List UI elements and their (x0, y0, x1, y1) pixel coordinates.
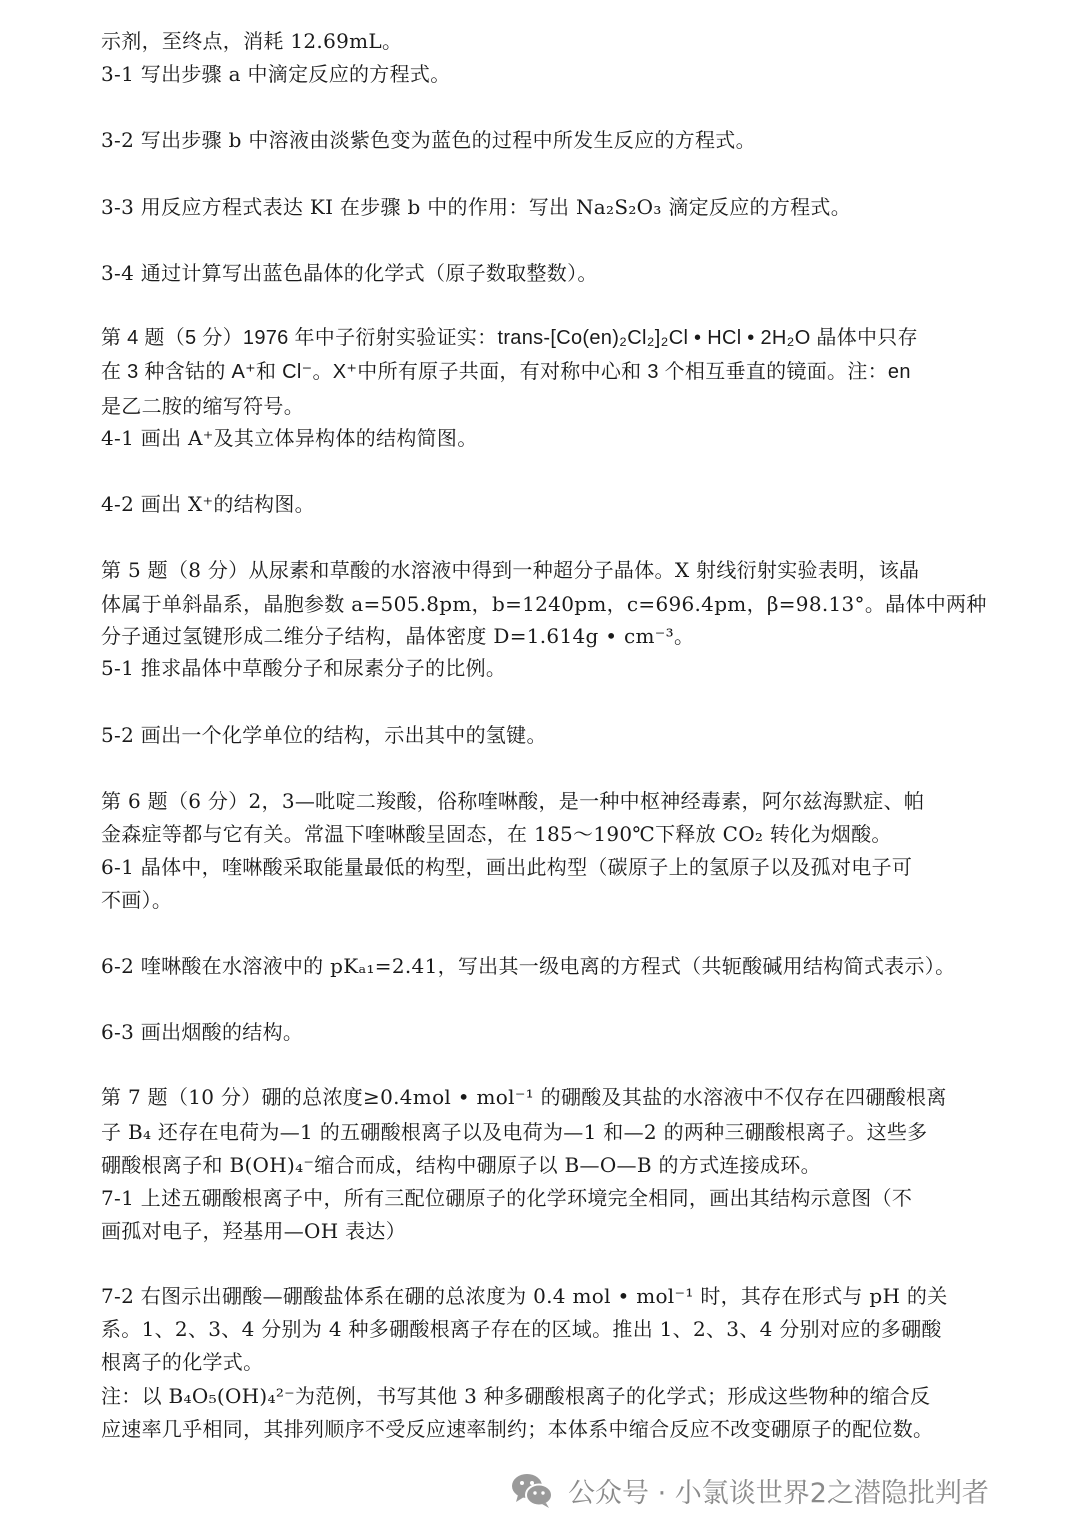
question-6-1-line-1: 6-1 晶体中，喹啉酸采取能量最低的构型，画出此构型（碳原子上的氢原子以及孤对电子可 (101, 855, 913, 879)
problem-5-line-1: 第 5 题（8 分）从尿素和草酸的水溶液中得到一种超分子晶体。X 射线衍射实验表明，该晶 (101, 558, 920, 582)
problem-4-line-2: 在 3 种含钴的 A⁺和 Cl⁻。X⁺中所有原子共面，有对称中心和 3 个相互垂直的镜面。注：en (101, 361, 911, 383)
question-6-1-line-2: 不画）。 (101, 888, 173, 912)
wechat-icon (510, 1470, 554, 1510)
problem-4-line-3: 是乙二胺的缩写符号。 (101, 394, 304, 418)
note-line-2: 应速率几乎相同，其排列顺序不受反应速率制约；本体系中缩合反应不改变硼原子的配位数。 (101, 1417, 934, 1441)
question-5-2: 5-2 画出一个化学单位的结构，示出其中的氢键。 (101, 723, 547, 747)
question-6-2: 6-2 喹啉酸在水溶液中的 pKₐ₁=2.41，写出其一级电离的方程式（共轭酸碱用结构简式表示）。 (101, 954, 956, 978)
watermark-footer (510, 1460, 989, 1520)
question-7-1-line-2: 画孤对电子，羟基用—OH 表达） (101, 1219, 406, 1243)
question-3-3: 3-3 用反应方程式表达 KI 在步骤 b 中的作用：写出 Na₂S₂O₃ 滴定反应的方程式。 (101, 195, 852, 219)
watermark-text: 公众号 · 小氯谈世界2之潜隐批判者 (568, 1477, 989, 1509)
problem-7-line-1: 第 7 题（10 分）硼的总浓度≥0.4mol • mol⁻¹ 的硼酸及其盐的水溶液中不仅存在四硼酸根离 (101, 1085, 947, 1109)
question-5-1: 5-1 推求晶体中草酸分子和尿素分子的比例。 (101, 656, 507, 680)
question-4-2: 4-2 画出 X⁺的结构图。 (101, 492, 315, 516)
problem-7-line-3: 硼酸根离子和 B(OH)₄⁻缩合而成，结构中硼原子以 B—O—B 的方式连接成环。 (101, 1153, 821, 1177)
question-3-4: 3-4 通过计算写出蓝色晶体的化学式（原子数取整数）。 (101, 261, 598, 285)
question-7-2-line-2: 系。1、2、3、4 分别为 4 种多硼酸根离子存在的区域。推出 1、2、3、4 分别对应的多硼酸 (101, 1317, 942, 1341)
question-6-3: 6-3 画出烟酸的结构。 (101, 1020, 304, 1044)
problem-6-line-2: 金森症等都与它有关。常温下喹啉酸呈固态，在 185～190℃下释放 CO₂ 转化为烟酸。 (101, 822, 892, 846)
problem-7-line-2: 子 B₄ 还存在电荷为—1 的五硼酸根离子以及电荷为—1 和—2 的两种三硼酸根离子。这些多 (101, 1120, 928, 1144)
question-7-2-line-1: 7-2 右图示出硼酸—硼酸盐体系在硼的总浓度为 0.4 mol • mol⁻¹ 时，其存在形式与 pH 的关 (101, 1284, 948, 1308)
question-3-1: 3-1 写出步骤 a 中滴定反应的方程式。 (101, 62, 451, 86)
question-7-2-line-3: 根离子的化学式。 (101, 1350, 264, 1374)
problem-5-line-3: 分子通过氢键形成二维分子结构，晶体密度 D=1.614g • cm⁻³。 (101, 624, 695, 648)
question-3-2: 3-2 写出步骤 b 中溶液由淡紫色变为蓝色的过程中所发生反应的方程式。 (101, 128, 756, 152)
question-4-1: 4-1 画出 A⁺及其立体异构体的结构简图。 (101, 426, 478, 450)
problem-6-line-1: 第 6 题（6 分）2，3—吡啶二羧酸，俗称喹啉酸，是一种中枢神经毒素，阿尔兹海默症、帕 (101, 789, 925, 813)
note-line-1: 注：以 B₄O₅(OH)₄²⁻为范例，书写其他 3 种多硼酸根离子的化学式；形成这些物种的缩合反 (101, 1384, 931, 1408)
problem-4-line-1: 第 4 题（5 分）1976 年中子衍射实验证实：trans-[Co(en)₂Cl₂]₂Cl • HCl • 2H₂O 晶体中只存 (101, 327, 918, 349)
text-line: 示剂，至终点，消耗 12.69mL。 (101, 29, 403, 53)
problem-5-line-2: 体属于单斜晶系，晶胞参数 a=505.8pm，b=1240pm，c=696.4pm，β=98.13°。晶体中两种 (101, 592, 987, 616)
question-7-1-line-1: 7-1 上述五硼酸根离子中，所有三配位硼原子的化学环境完全相同，画出其结构示意图（不 (101, 1186, 913, 1210)
